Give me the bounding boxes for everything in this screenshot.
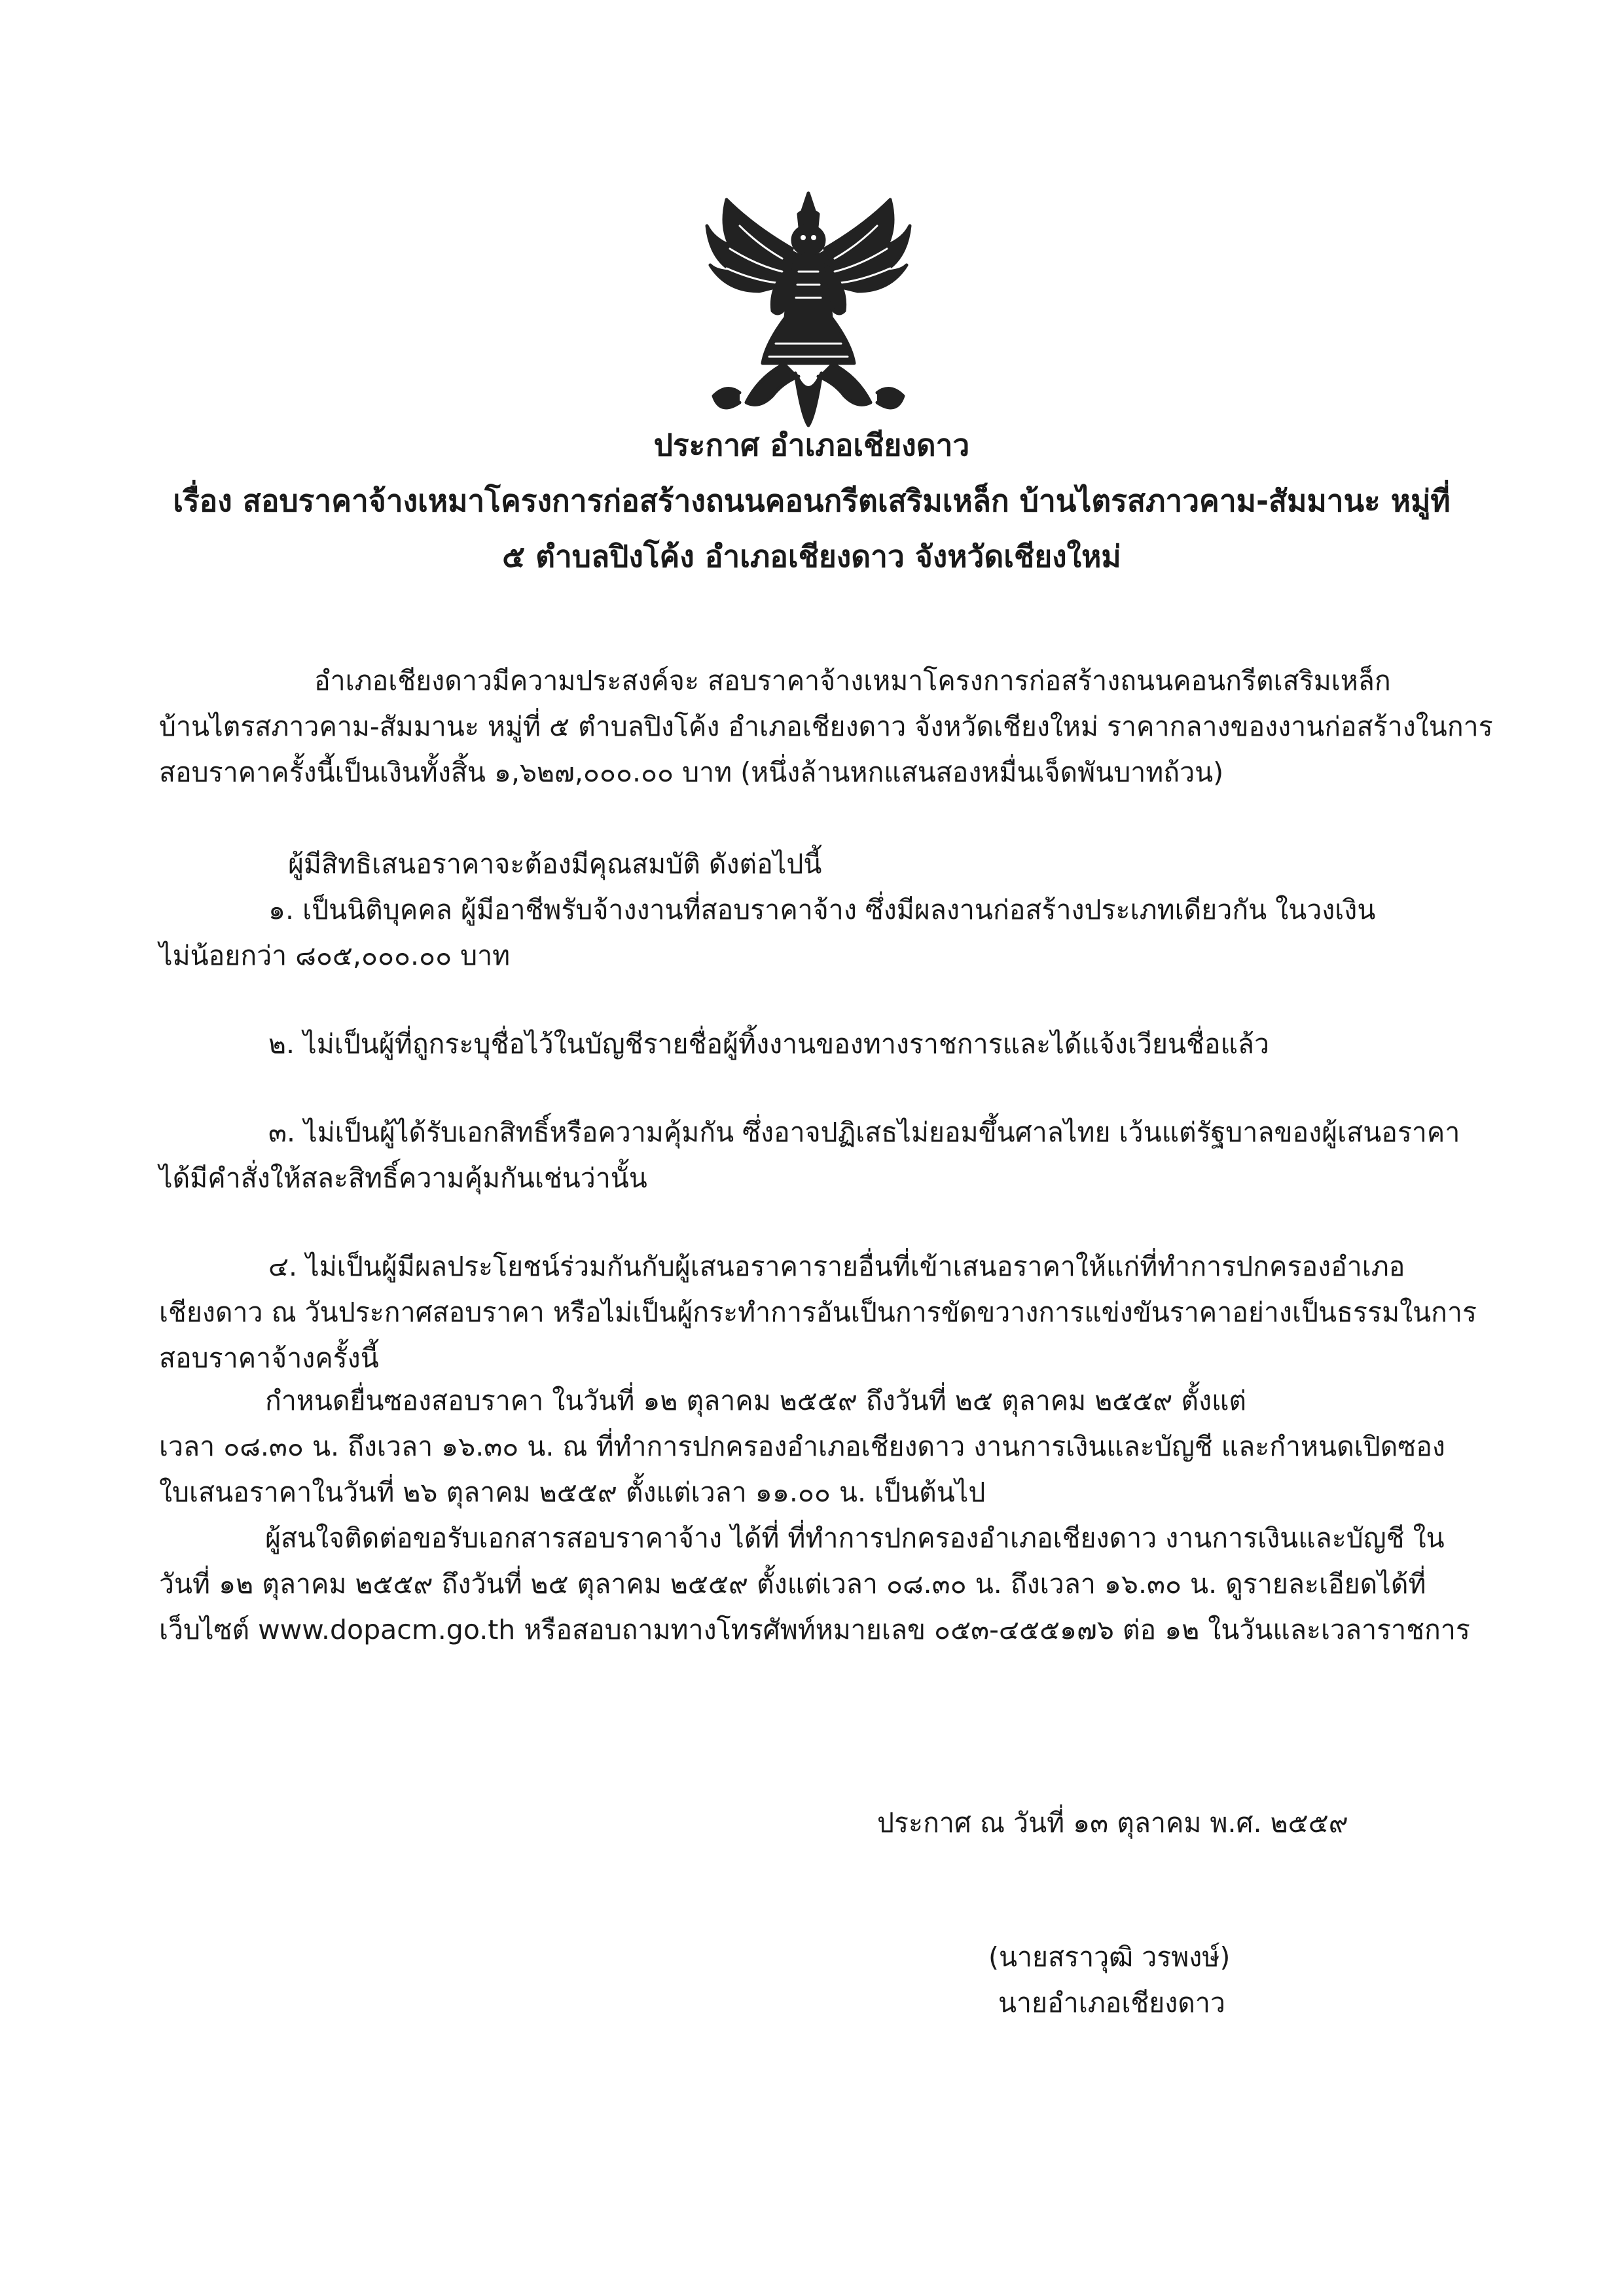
contact-line-2: วันที่ ๑๒ ตุลาคม ๒๕๕๙ ถึงวันที่ ๒๕ ตุลาคม ๒๕๕๙ ตั้งแต่เวลา ๐๘.๓๐ น. ถึงเวลา ๑๖.๓๐ น. ดูรายละเอียดได้ที่	[159, 1568, 1426, 1600]
intro-line-2: บ้านไตรสภาวคาม-สัมมานะ หมู่ที่ ๕ ตำบลปิงโค้ง อำเภอเชียงดาว จังหวัดเชียงใหม่ ราคากลางของงานก่อสร้างในการ	[159, 711, 1493, 742]
page-title: ประกาศ อำเภอเชียงดาว	[653, 427, 970, 463]
item-1-line-2: ไม่น้อยกว่า ๘๐๕,๐๐๐.๐๐ บาท	[159, 940, 511, 971]
item-2-line-1: ๒. ไม่เป็นผู้ที่ถูกระบุชื่อไว้ในบัญชีรายชื่อผู้ทิ้งงานของทางราชการและได้แจ้งเวียนชื่อแล้ว	[268, 1028, 1270, 1060]
submission-line-3: ใบเสนอราคาในวันที่ ๒๖ ตุลาคม ๒๕๕๙ ตั้งแต่เวลา ๑๑.๐๐ น. เป็นต้นไป	[159, 1477, 986, 1508]
subject-line-1: เรื่อง สอบราคาจ้างเหมาโครงการก่อสร้างถนนคอนกรีตเสริมเหล็ก บ้านไตรสภาวคาม-สัมมานะ หมู่ที่	[173, 483, 1451, 518]
submission-line-1: กำหนดยื่นซองสอบราคา ในวันที่ ๑๒ ตุลาคม ๒๕๕๙ ถึงวันที่ ๒๕ ตุลาคม ๒๕๕๙ ตั้งแต่	[265, 1385, 1247, 1416]
subject-line-2: ๕ ตำบลปิงโค้ง อำเภอเชียงดาว จังหวัดเชียงใหม่	[502, 539, 1121, 574]
submission-line-2: เวลา ๐๘.๓๐ น. ถึงเวลา ๑๖.๓๐ น. ณ ที่ทำการปกครองอำเภอเชียงดาว งานการเงินและบัญชี และกำหนดเปิดซอง	[159, 1431, 1445, 1462]
signer-position: นายอำเภอเชียงดาว	[998, 1987, 1225, 2018]
contact-line-1: ผู้สนใจติดต่อขอรับเอกสารสอบราคาจ้าง ได้ที่ ที่ทำการปกครองอำเภอเชียงดาว งานการเงินและบัญชี ใน	[265, 1522, 1445, 1554]
item-4-line-3: สอบราคาจ้างครั้งนี้	[159, 1342, 379, 1374]
qualifications-heading: ผู้มีสิทธิเสนอราคาจะต้องมีคุณสมบัติ ดังต่อไปนี้	[288, 848, 822, 880]
intro-line-1: อำเภอเชียงดาวมีความประสงค์จะ สอบราคาจ้างเหมาโครงการก่อสร้างถนนคอนกรีตเสริมเหล็ก	[314, 665, 1391, 696]
contact-line-3: เว็บไซต์ www.dopacm.go.th หรือสอบถามทางโทรศัพท์หมายเลข ๐๕๓-๔๕๕๑๗๖ ต่อ ๑๒ ในวันและเวลาราชการ	[159, 1614, 1470, 1645]
signer-name: (นายสราวุฒิ วรพงษ์)	[988, 1941, 1231, 1973]
item-3-line-2: ได้มีคำสั่งให้สละสิทธิ์ความคุ้มกันเช่นว่านั้น	[159, 1162, 647, 1194]
intro-line-3: สอบราคาครั้งนี้เป็นเงินทั้งสิ้น ๑,๖๒๗,๐๐๐.๐๐ บาท (หนึ่งล้านหกแสนสองหมื่นเจ็ดพันบาทถ้วน)	[159, 757, 1224, 788]
announce-date: ประกาศ ณ วันที่ ๑๓ ตุลาคม พ.ศ. ๒๕๕๙	[877, 1807, 1348, 1839]
item-4-line-1: ๔. ไม่เป็นผู้มีผลประโยชน์ร่วมกันกับผู้เสนอราคารายอื่นที่เข้าเสนอราคาให้แก่ที่ทำการปกครองอำเภอ	[268, 1251, 1405, 1282]
item-1-line-1: ๑. เป็นนิติบุคคล ผู้มีอาชีพรับจ้างงานที่สอบราคาจ้าง ซึ่งมีผลงานก่อสร้างประเภทเดียวกัน ในวงเงิน	[268, 894, 1376, 925]
item-4-line-2: เชียงดาว ณ วันประกาศสอบราคา หรือไม่เป็นผู้กระทำการอันเป็นการขัดขวางการแข่งขันราคาอย่างเป็นธรรมในการ	[159, 1297, 1477, 1328]
garuda-emblem-icon	[700, 187, 916, 429]
item-3-line-1: ๓. ไม่เป็นผู้ได้รับเอกสิทธิ์หรือความคุ้มกัน ซึ่งอาจปฏิเสธไม่ยอมขึ้นศาลไทย เว้นแต่รัฐบาลของผู้เสนอราคา	[268, 1117, 1460, 1148]
